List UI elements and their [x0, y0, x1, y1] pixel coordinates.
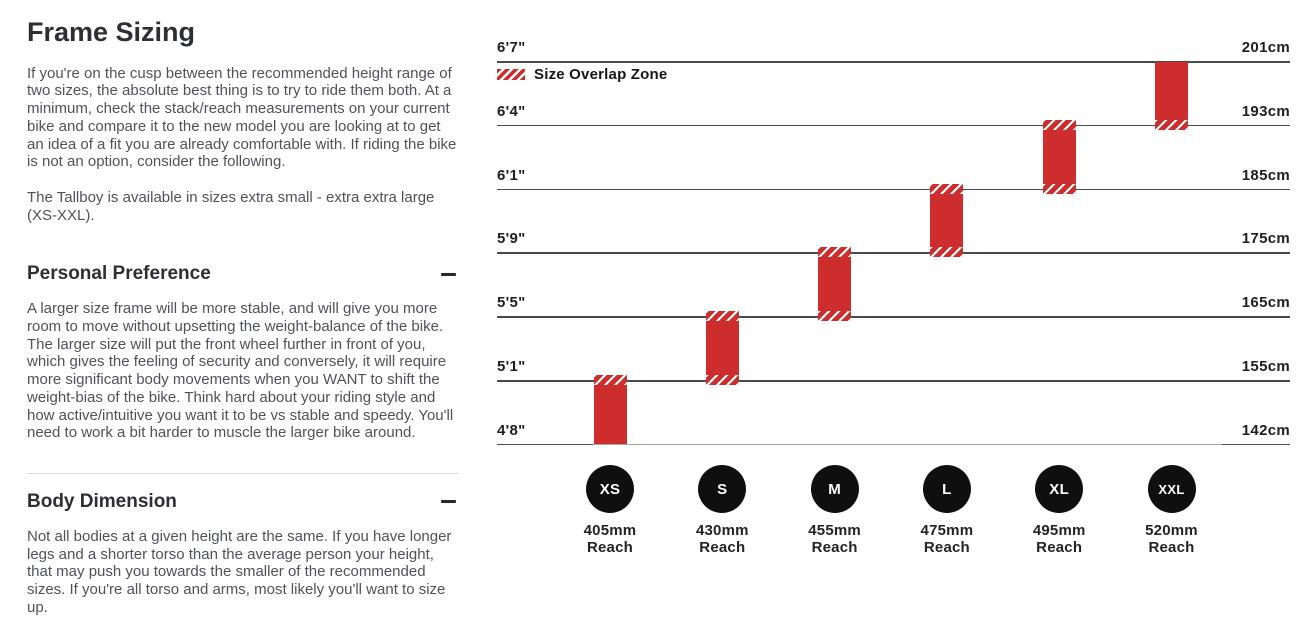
overlap-zone-hatch	[1155, 120, 1188, 130]
reach-value: 430mm	[695, 522, 749, 539]
size-circle-label: S	[717, 480, 728, 498]
overlap-hatch-swatch-icon	[497, 69, 525, 80]
reach-word: Reach	[1036, 539, 1083, 556]
size-circle-m	[811, 465, 859, 513]
frame-sizing-article	[27, 18, 458, 634]
height-gridline	[497, 444, 1290, 446]
overlap-zone-hatch	[594, 375, 627, 385]
section-body-dimension	[27, 491, 458, 617]
size-circle-xl	[1035, 465, 1083, 513]
height-label-ft: 4'8"	[497, 421, 526, 439]
section-divider	[27, 473, 458, 474]
reach-label-xxl	[1116, 522, 1228, 556]
reach-label-s	[666, 522, 778, 556]
size-circle-label: L	[942, 480, 952, 498]
size-circle-xs	[586, 465, 634, 513]
page-title: Frame Sizing	[27, 17, 196, 47]
reach-value: 405mm	[583, 522, 637, 539]
height-gridline	[497, 252, 1290, 254]
height-label-cm: 185cm	[1241, 166, 1290, 184]
size-range-bar-xxl	[1155, 62, 1188, 130]
reach-word: Reach	[923, 539, 970, 556]
section-body-dimension-header[interactable]	[27, 491, 458, 513]
section-personal-preference-header[interactable]	[27, 263, 458, 285]
frame-sizing-chart	[497, 40, 1290, 589]
reach-word: Reach	[811, 539, 858, 556]
overlap-zone-hatch	[930, 184, 963, 194]
size-range-bar-xs	[594, 375, 627, 444]
size-circle-xxl	[1148, 465, 1196, 513]
intro-paragraph-1: If you're on the cusp between the recommended height range of two sizes, the absolute best thing is to try to ride them both. At a minimum, check the stack/reach measurements on your current bike and compare it to the new model you are looking at to get an idea of a fit you are already comfortable with. If riding the bike is not an option, consider the following.	[27, 64, 457, 171]
height-label-cm: 155cm	[1241, 358, 1290, 375]
size-circle-label: XS	[599, 480, 621, 498]
height-label-cm: 165cm	[1241, 294, 1290, 312]
overlap-zone-hatch	[706, 375, 739, 385]
section-heading-body-dimension: Body Dimension	[27, 490, 177, 512]
personal-preference-body: A larger size frame will be more stable, and will give you more room to move without upsetting the weight-balance of the bike. The larger size will put the front wheel further in front of you, which gives the feeling of security and conversely, it will require more significant body movements when you WANT to shift the weight-bias of the bike. Think hard about your riding style and how active/intuitive you want it to be vs stable and speedy. You'll need to work a bit harder to muscle the larger bike around.	[27, 300, 454, 442]
height-label-cm: 201cm	[1241, 39, 1290, 56]
size-range-bar-l	[930, 184, 963, 258]
height-label-cm: 175cm	[1241, 230, 1290, 248]
reach-label-l	[891, 522, 1003, 556]
reach-label-xl	[1003, 522, 1115, 556]
chart-plot	[497, 40, 1290, 589]
collapse-minus-icon[interactable]	[441, 500, 456, 503]
height-label-ft: 5'9"	[497, 230, 526, 248]
height-gridline	[497, 189, 1290, 191]
size-range-bar-s	[706, 311, 739, 385]
height-label-ft: 6'7"	[497, 39, 526, 56]
size-range-bar-xl	[1043, 120, 1076, 194]
section-personal-preference	[27, 263, 458, 442]
reach-value: 455mm	[808, 522, 861, 539]
reach-label-xs	[554, 522, 666, 556]
size-circle-label: XL	[1049, 480, 1070, 498]
overlap-zone-hatch	[1043, 120, 1076, 130]
overlap-zone-hatch	[706, 311, 739, 321]
height-gridline	[497, 316, 1290, 318]
size-circle-l	[923, 465, 971, 513]
height-label-ft: 6'1"	[497, 166, 526, 184]
reach-value: 475mm	[920, 522, 974, 539]
size-circle-label: XXL	[1158, 481, 1185, 497]
height-label-cm: 193cm	[1241, 102, 1290, 120]
body-dimension-body: Not all bodies at a given height are the same. If you have longer legs and a shorter torso than the average person your height, that may push you towards the smaller of the recommended sizes. If you're all torso and arms, most likely you'll want to size up.	[27, 527, 452, 616]
reach-word: Reach	[586, 539, 634, 556]
size-circle-label: M	[828, 480, 841, 498]
overlap-zone-hatch	[818, 311, 851, 321]
overlap-zone-hatch	[1043, 184, 1076, 194]
height-label-ft: 5'1"	[497, 358, 526, 375]
size-range-bar-m	[818, 247, 851, 321]
intro-paragraph-2: The Tallboy is available in sizes extra small - extra extra large (XS-XXL).	[27, 188, 435, 224]
reach-word: Reach	[1148, 539, 1195, 556]
section-heading-personal-preference: Personal Preference	[27, 263, 211, 285]
chart-legend	[497, 66, 667, 83]
legend-label: Size Overlap Zone	[534, 66, 668, 83]
baseline-dark-segment	[497, 444, 593, 446]
reach-value: 520mm	[1145, 522, 1198, 539]
height-label-ft: 6'4"	[497, 102, 526, 120]
baseline-dark-segment	[1222, 444, 1290, 446]
reach-label-m	[779, 522, 891, 556]
height-label-ft: 5'5"	[497, 294, 526, 312]
size-circle-s	[698, 465, 746, 513]
reach-value: 495mm	[1032, 522, 1086, 539]
height-label-cm: 142cm	[1241, 421, 1290, 439]
reach-word: Reach	[699, 539, 746, 556]
collapse-minus-icon[interactable]	[441, 273, 456, 276]
overlap-zone-hatch	[930, 247, 963, 257]
overlap-zone-hatch	[818, 247, 851, 257]
